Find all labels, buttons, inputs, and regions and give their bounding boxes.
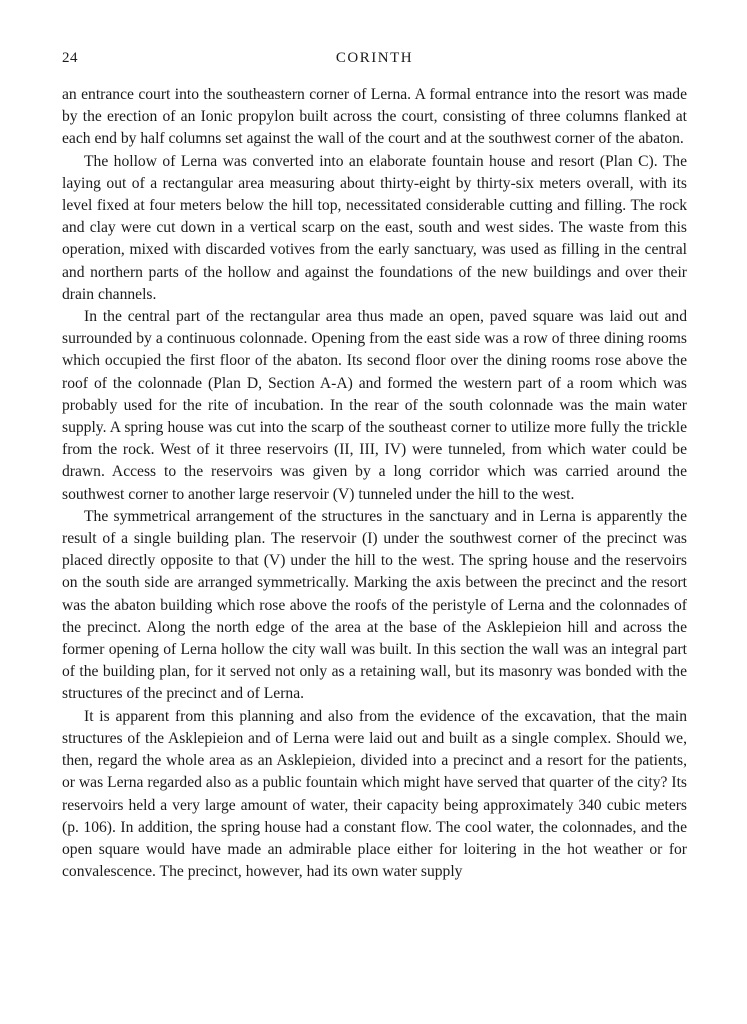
running-head xyxy=(62,50,687,76)
document-page xyxy=(62,50,687,883)
running-title: CORINTH xyxy=(335,50,414,66)
paragraph-continuation: an entrance court into the southeastern corner of Lerna. A formal entrance into the resort was made by the erection of an Ionic propylon built across the court, consisting of three columns flanked at each end by half columns set against the wall of the court and at the southwest corner of the abaton. xyxy=(62,86,687,148)
body-text xyxy=(62,84,687,883)
paragraph-symmetrical-arrangement: The symmetrical arrangement of the structures in the sanctuary and in Lerna is apparently the result of a single building plan. The reservoir (I) under the southwest corner of the precinct was placed directly opposite to that (V) under the hill to the west. The spring house and the reservoirs on the south side are arranged symmetrically. Marking the axis between the precinct and the resort was the abaton building which rose above the roofs of the peristyle of Lerna and the colonnades of the precinct. Along the north edge of the area at the base of the Asklepieion hill and across the former opening of Lerna hollow the city wall was built. In this section the wall was an integral part of the building plan, for it served not only as a retaining wall, but its masonry was bonded with the structures of the precinct and of Lerna. xyxy=(62,507,687,703)
paragraph-central-square: In the central part of the rectangular area thus made an open, paved square was laid out and surrounded by a continuous colonnade. Opening from the east side was a row of three dining rooms which occupied the first floor of the abaton. Its second floor over the dining rooms rose above the roof of the colonnade (Plan D, Section A-A) and formed the western part of a room which was probably used for the rite of incubation. In the rear of the south colonnade was the main water supply. A spring house was cut into the scarp of the southeast corner to utilize more fully the trickle from the rock. West of it three reservoirs (II, III, IV) were tunneled, from which water could be drawn. Access to the reservoirs was given by a long corridor which was carried around the southwest corner to another large reservoir (V) tunneled under the hill to the west. xyxy=(62,308,687,503)
paragraph-planning-evidence: It is apparent from this planning and also from the evidence of the excavation, that the main structures of the Asklepieion and of Lerna were laid out and built as a single complex. Should we, then, regard the whole area as an Asklepieion, divided into a precinct and a resort for the patients, or was Lerna regarded also as a public fountain which might have served that quarter of the city? Its reservoirs held a very large amount of water, their capacity being approximately 340 cubic meters (p. 106). In addition, the spring house had a constant flow. The cool water, the colonnades, and the open square would have made an admirable place either for loitering in the hot weather or for convalescence. The precinct, however, had its own water supply xyxy=(62,707,687,881)
paragraph-lerna-hollow: The hollow of Lerna was converted into an elaborate fountain house and resort (Plan C). The laying out of a rectangular area measuring about thirty-eight by thirty-six meters overall, with its level fixed at four meters below the hill top, necessitated considerable cutting and filling. The rock and clay were cut down in a vertical scarp on the east, south and west sides. The waste from this operation, mixed with discarded votives from the early sanctuary, was used as filling in the central and northern parts of the hollow and against the foundations of the new buildings and over their drain channels. xyxy=(62,152,687,303)
page-number: 24 xyxy=(62,50,78,66)
